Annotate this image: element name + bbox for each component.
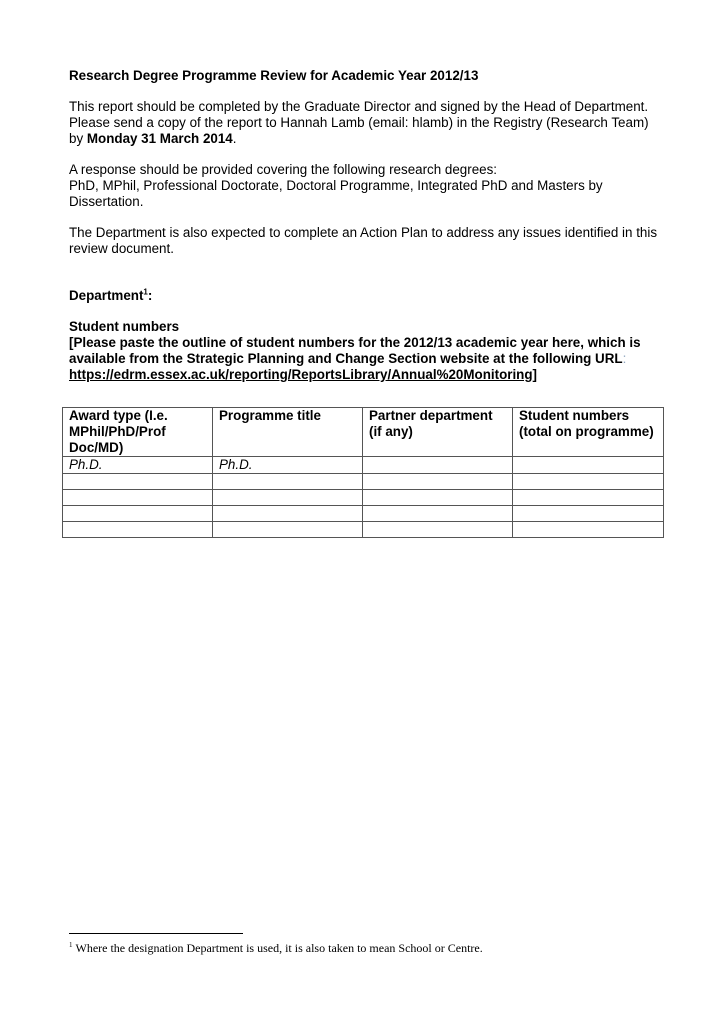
monitoring-url-link[interactable]: https://edrm.essex.ac.uk/reporting/ReportsLibrary/Annual%20Monitoring: [69, 367, 533, 382]
footnote-mark: 1: [69, 941, 73, 949]
document-title: Research Degree Programme Review for Academic Year 2012/13: [69, 68, 479, 83]
table-cell[interactable]: [363, 522, 513, 538]
table-cell[interactable]: [363, 490, 513, 506]
footnote-reference[interactable]: 1: [143, 287, 148, 297]
intro-line-1: This report should be completed by the Graduate Director and signed by the Head of Department.: [69, 99, 649, 114]
document-body: [69, 68, 669, 383]
intro-line-3-suffix: .: [232, 131, 237, 146]
department-label: Department: [69, 288, 144, 303]
closing-bracket: ]: [532, 367, 538, 382]
footnote: [69, 941, 483, 955]
footnote-separator: [69, 933, 243, 934]
table-cell[interactable]: [513, 506, 664, 522]
student-numbers-instruction: [Please paste the outline of student numbers for the 2012/13 academic year here, which is available from the Strategic Planning and Change Section website at the following URL: [69, 335, 641, 366]
table-cell[interactable]: [513, 474, 664, 490]
table-cell[interactable]: [213, 474, 363, 490]
table-cell[interactable]: [363, 457, 513, 474]
table-cell[interactable]: [63, 522, 213, 538]
degrees-lead: A response should be provided covering the following research degrees:: [69, 162, 498, 177]
intro-line-2: Please send a copy of the report to Hannah Lamb (email: hlamb) in the Registry (Research Team): [69, 115, 649, 130]
degrees-list: PhD, MPhil, Professional Doctorate, Doctoral Programme, Integrated PhD and Masters by Dissertation.: [69, 178, 603, 209]
intro-line-3-prefix: by: [69, 131, 87, 146]
table-cell[interactable]: [513, 457, 664, 474]
header-student-numbers: Student numbers (total on programme): [513, 408, 664, 457]
table-cell[interactable]: Ph.D.: [213, 457, 363, 474]
table-cell[interactable]: [363, 506, 513, 522]
table-header-row: [63, 408, 664, 457]
header-award-type: Award type (I.e. MPhil/PhD/Prof Doc/MD): [63, 408, 213, 457]
table-cell[interactable]: [63, 490, 213, 506]
student-numbers-table: [62, 407, 664, 538]
table-row: [63, 522, 664, 538]
table-cell[interactable]: [213, 490, 363, 506]
deadline-date: Monday 31 March 2014: [86, 131, 233, 146]
degrees-paragraph: [69, 162, 669, 210]
table-cell[interactable]: [63, 474, 213, 490]
table-row: [63, 457, 664, 474]
table-cell[interactable]: Ph.D.: [63, 457, 213, 474]
table-cell[interactable]: [63, 506, 213, 522]
table-cell[interactable]: [213, 506, 363, 522]
student-numbers-heading: Student numbers: [69, 319, 180, 334]
table-row: [63, 490, 664, 506]
department-colon: :: [147, 288, 153, 303]
department-field: [69, 288, 669, 304]
table-row: [63, 506, 664, 522]
table-cell[interactable]: [513, 522, 664, 538]
table-row: [63, 474, 664, 490]
footnote-text: Where the designation Department is used, it is also taken to mean School or Centre.: [75, 941, 483, 955]
instruction-colon: :: [622, 351, 627, 366]
table-cell[interactable]: [363, 474, 513, 490]
student-numbers-section: [69, 319, 669, 383]
intro-paragraph: [69, 99, 669, 147]
header-programme-title: Programme title: [213, 408, 363, 457]
action-plan-paragraph: The Department is also expected to complete an Action Plan to address any issues identified in this review document.: [69, 225, 658, 256]
table-cell[interactable]: [513, 490, 664, 506]
table-cell[interactable]: [213, 522, 363, 538]
header-partner-department: Partner department (if any): [363, 408, 513, 457]
